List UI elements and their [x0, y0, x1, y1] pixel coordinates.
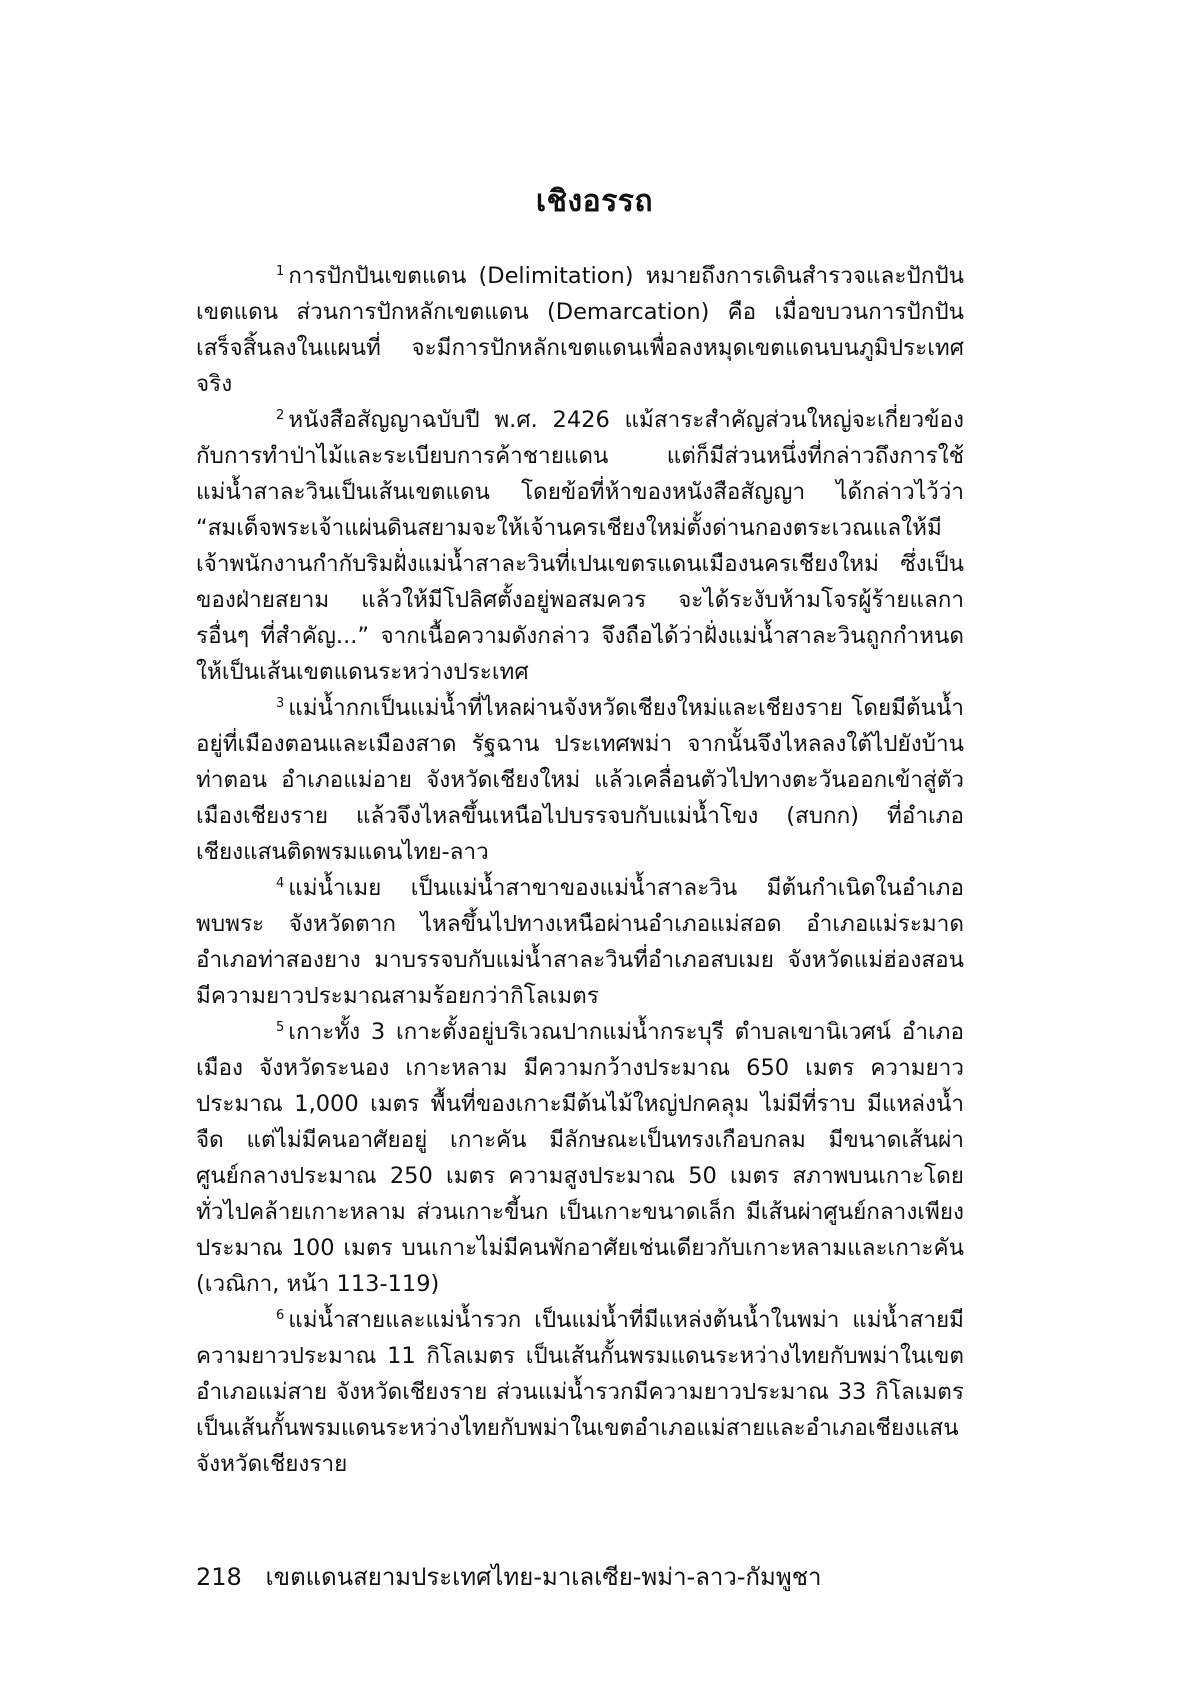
- page-footer: [196, 1557, 821, 1596]
- page-title: เชิงอรรถ: [535, 184, 654, 219]
- footnote-number: 1: [276, 263, 285, 279]
- footnote-text: การปักปันเขตแดน (Delimitation) หมายถึงการเดินสำรวจและปักปันเขตแดน ส่วนการปักหลักเขตแดน (Demarcation) คือ เมื่อขบวนการปักปันเสร็จสิ้นลงในแผนที่ จะมีการปักหลักเขตแดนเพื่อลงหมุดเขตแดนบนภูมิประเทศจริง: [196, 263, 964, 397]
- footnote-text: แม่น้ำเมย เป็นแม่น้ำสาขาของแม่น้ำสาละวิน มีต้นกำเนิดในอำเภอพบพระ จังหวัดตาก ไหลขึ้นไปทางเหนือผ่านอำเภอแม่สอด อำเภอแม่ระมาดอำเภอท่าสองยาง มาบรรจบกับแม่น้ำสาละวินที่อำเภอสบเมย จังหวัดแม่ฮ่องสอนมีความยาวประมาณสามร้อยกว่ากิโลเมตร: [196, 875, 964, 1009]
- footnote-4: [196, 870, 964, 1014]
- footnote-text: แม่น้ำกกเป็นแม่น้ำที่ไหลผ่านจังหวัดเชียงใหม่และเชียงราย โดยมีต้นน้ำอยู่ที่เมืองตอนและเมืองสาด รัฐฉาน ประเทศพม่า จากนั้นจึงไหลลงใต้ไปยังบ้านท่าตอน อำเภอแม่อาย จังหวัดเชียงใหม่ แล้วเคลื่อนตัวไปทางตะวันออกเข้าสู่ตัวเมืองเชียงราย แล้วจึงไหลขึ้นเหนือไปบรรจบกับแม่น้ำโขง (สบกก) ที่อำเภอเชียงแสนติดพรมแดนไทย-ลาว: [196, 695, 964, 865]
- footnote-5: [196, 1014, 964, 1302]
- running-title: เขตแดนสยามประเทศไทย-มาเลเซีย-พม่า-ลาว-กัมพูชา: [265, 1563, 822, 1591]
- footnote-number: 4: [276, 875, 285, 891]
- footnotes: [196, 258, 964, 1482]
- footnote-text: หนังสือสัญญาฉบับปี พ.ศ. 2426 แม้สาระสำคัญส่วนใหญ่จะเกี่ยวข้องกับการทำป่าไม้และระเบียบการค้าชายแดน แต่ก็มีส่วนหนึ่งที่กล่าวถึงการใช้แม่น้ำสาละวินเป็นเส้นเขตแดน โดยข้อที่ห้าของหนังสือสัญญา ได้กล่าวไว้ว่า “สมเด็จพระเจ้าแผ่นดินสยามจะให้เจ้านครเชียงใหม่ตั้งด่านกองตระเวณแลให้มีเจ้าพนักงานกำกับริมฝั่งแม่น้ำสาละวินที่เปนเขตรแดนเมืองนครเชียงใหม่ ซึ่งเป็นของฝ่ายสยาม แล้วให้มีโปลิศตั้งอยู่พอสมควร จะได้ระงับห้ามโจรผู้ร้ายแลการอื่นๆ ที่สำคัญ...” จากเนื้อความดังกล่าว จึงถือได้ว่าฝั่งแม่น้ำสาละวินถูกกำหนดให้เป็นเส้นเขตแดนระหว่างประเทศ: [196, 407, 964, 685]
- footnote-6: [196, 1302, 964, 1482]
- footnote-number: 3: [276, 695, 285, 711]
- footnote-3: [196, 690, 964, 870]
- page-number: 218: [196, 1563, 242, 1591]
- footnote-text: เกาะทั้ง 3 เกาะตั้งอยู่บริเวณปากแม่น้ำกระบุรี ตำบลเขานิเวศน์ อำเภอเมือง จังหวัดระนอง เกาะหลาม มีความกว้างประมาณ 650 เมตร ความยาวประมาณ 1,000 เมตร พื้นที่ของเกาะมีต้นไม้ใหญ่ปกคลุม ไม่มีที่ราบ มีแหล่งน้ำจืด แต่ไม่มีคนอาศัยอยู่ เกาะคัน มีลักษณะเป็นทรงเกือบกลม มีขนาดเส้นผ่าศูนย์กลางประมาณ 250 เมตร ความสูงประมาณ 50 เมตร สภาพบนเกาะโดยทั่วไปคล้ายเกาะหลาม ส่วนเกาะขี้นก เป็นเกาะขนาดเล็ก มีเส้นผ่าศูนย์กลางเพียงประมาณ 100 เมตร บนเกาะไม่มีคนพักอาศัยเช่นเดียวกับเกาะหลามและเกาะคัน (เวณิกา, หน้า 113-119): [196, 1019, 964, 1297]
- footnote-number: 6: [276, 1307, 285, 1323]
- footnote-number: 5: [276, 1019, 285, 1035]
- footnote-number: 2: [276, 407, 285, 423]
- footnote-2: [196, 402, 964, 690]
- footnote-text: แม่น้ำสายและแม่น้ำรวก เป็นแม่น้ำที่มีแหล่งต้นน้ำในพม่า แม่น้ำสายมีความยาวประมาณ 11 กิโลเมตร เป็นเส้นกั้นพรมแดนระหว่างไทยกับพม่าในเขตอำเภอแม่สาย จังหวัดเชียงราย ส่วนแม่น้ำรวกมีความยาวประมาณ 33 กิโลเมตร เป็นเส้นกั้นพรมแดนระหว่างไทยกับพม่าในเขตอำเภอแม่สายและอำเภอเชียงแสน จังหวัดเชียงราย: [196, 1307, 964, 1477]
- footnote-1: [196, 258, 964, 402]
